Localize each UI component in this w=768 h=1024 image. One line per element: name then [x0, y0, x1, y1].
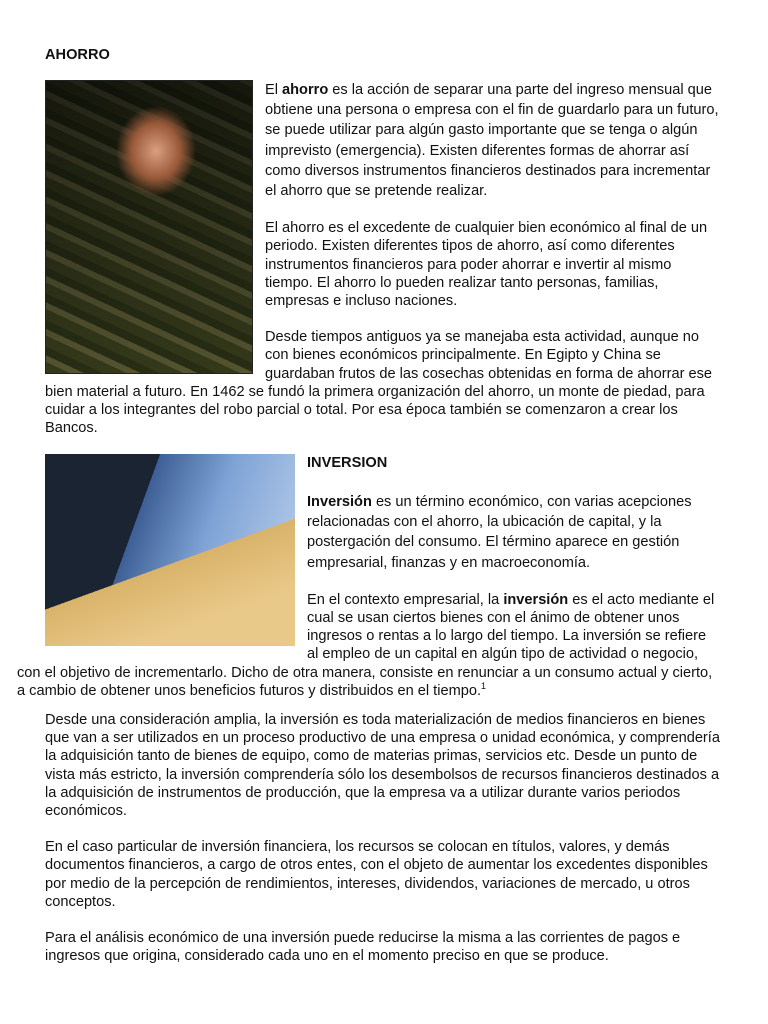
section-inversion [17, 454, 721, 700]
inversion-p2-post: es el acto mediante el cual se usan ciertos bienes con el ánimo de obtener unos ingresos o rentas a lo largo del tiempo. La inversión se refiere al empleo de un capital en algún tipo de actividad o negocio, con el objetivo de incrementarlo. Dicho de otra manera, consiste en renunciar a un consumo actual y cierto, a cambio de obtener unos beneficios futuros y distribuidos en el tiempo. [17, 591, 715, 699]
inversion-p1-post: es un término económico, con varias acepciones relacionadas con el ahorro, la ubicación de capital, y la postergación del consumo. El término aparece en gestión empresarial, finanzas y en macroeconomía. [307, 494, 692, 571]
section-inversion-continued [45, 711, 721, 965]
money-photo [45, 80, 253, 374]
inversion-paragraph-5: Para el análisis económico de una inversión puede reducirse la misma a las corrientes de pagos e ingresos que origina, considerado cada uno en el momento preciso en que se produce. [45, 930, 681, 965]
inversion-p2-pre: En el contexto empresarial, la [307, 591, 504, 608]
section-ahorro [45, 80, 721, 437]
ahorro-p1-post: es la acción de separar una parte del ingreso mensual que obtiene una persona o empresa con el fin de guardarlo para un futuro, se puede utilizar para algún gasto importante que se tenga o algún imprevisto (emergencia). Existen diferentes formas de ahorrar así como diversos instrumentos financieros destinados para incrementar el ahorro que se pretende realizar. [265, 82, 719, 200]
inversion-paragraph-4: En el caso particular de inversión financiera, los recursos se colocan en títulos, valores, y demás documentos financieros, a cargo de otros entes, con el objeto de aumentar los excedentes disponibles por medio de la percepción de rendimientos, intereses, dividendos, variaciones de mercado, u otros conceptos. [45, 839, 708, 910]
inversion-p1-bold: Inversión [307, 494, 372, 510]
ahorro-p1-bold: ahorro [282, 82, 329, 98]
inversion-paragraph-3: Desde una consideración amplia, la inversión es toda materialización de medios financieros en bienes que van a ser utilizados en un proceso productivo de una empresa o unidad económica, y comprendería la adquisición tanto de bienes de equipo, como de materias primas, servicios etc. Desde un punto de vista más estricto, la inversión comprendería sólo los desembolsos de recursos financieros destinados a la adquisición de instrumentos de producción, que la empresa va a utilizar durante varios periodos económicos. [45, 712, 720, 820]
heading-ahorro: AHORRO [45, 47, 110, 63]
inversion-p2-bold: inversión [503, 591, 569, 608]
ahorro-paragraph-2: El ahorro es el excedente de cualquier bien económico al final de un periodo. Existen diferentes tipos de ahorro, así como diferentes instrumentos financieros para poder ahorrar e invertir al mismo tiempo. El ahorro lo pueden realizar tanto personas, familias, empresas e incluso naciones. [265, 220, 708, 310]
heading-inversion: INVERSION [307, 455, 388, 471]
footnote-reference[interactable]: 1 [481, 680, 487, 691]
ahorro-p1-pre: El [265, 82, 283, 98]
calculator-coins-photo [45, 454, 295, 646]
ahorro-paragraph-3: Desde tiempos antiguos ya se manejaba esta actividad, aunque no con bienes económicos principalmente. En Egipto y China se guardaban frutos de las cosechas obtenidas en forma de ahorrar ese bien material a futuro. En 1462 se fundó la primera organización del ahorro, un monte de piedad, para cuidar a los integrantes del robo parcial o total. Por esa época también se comenzaron a crear los Bancos. [45, 329, 713, 437]
